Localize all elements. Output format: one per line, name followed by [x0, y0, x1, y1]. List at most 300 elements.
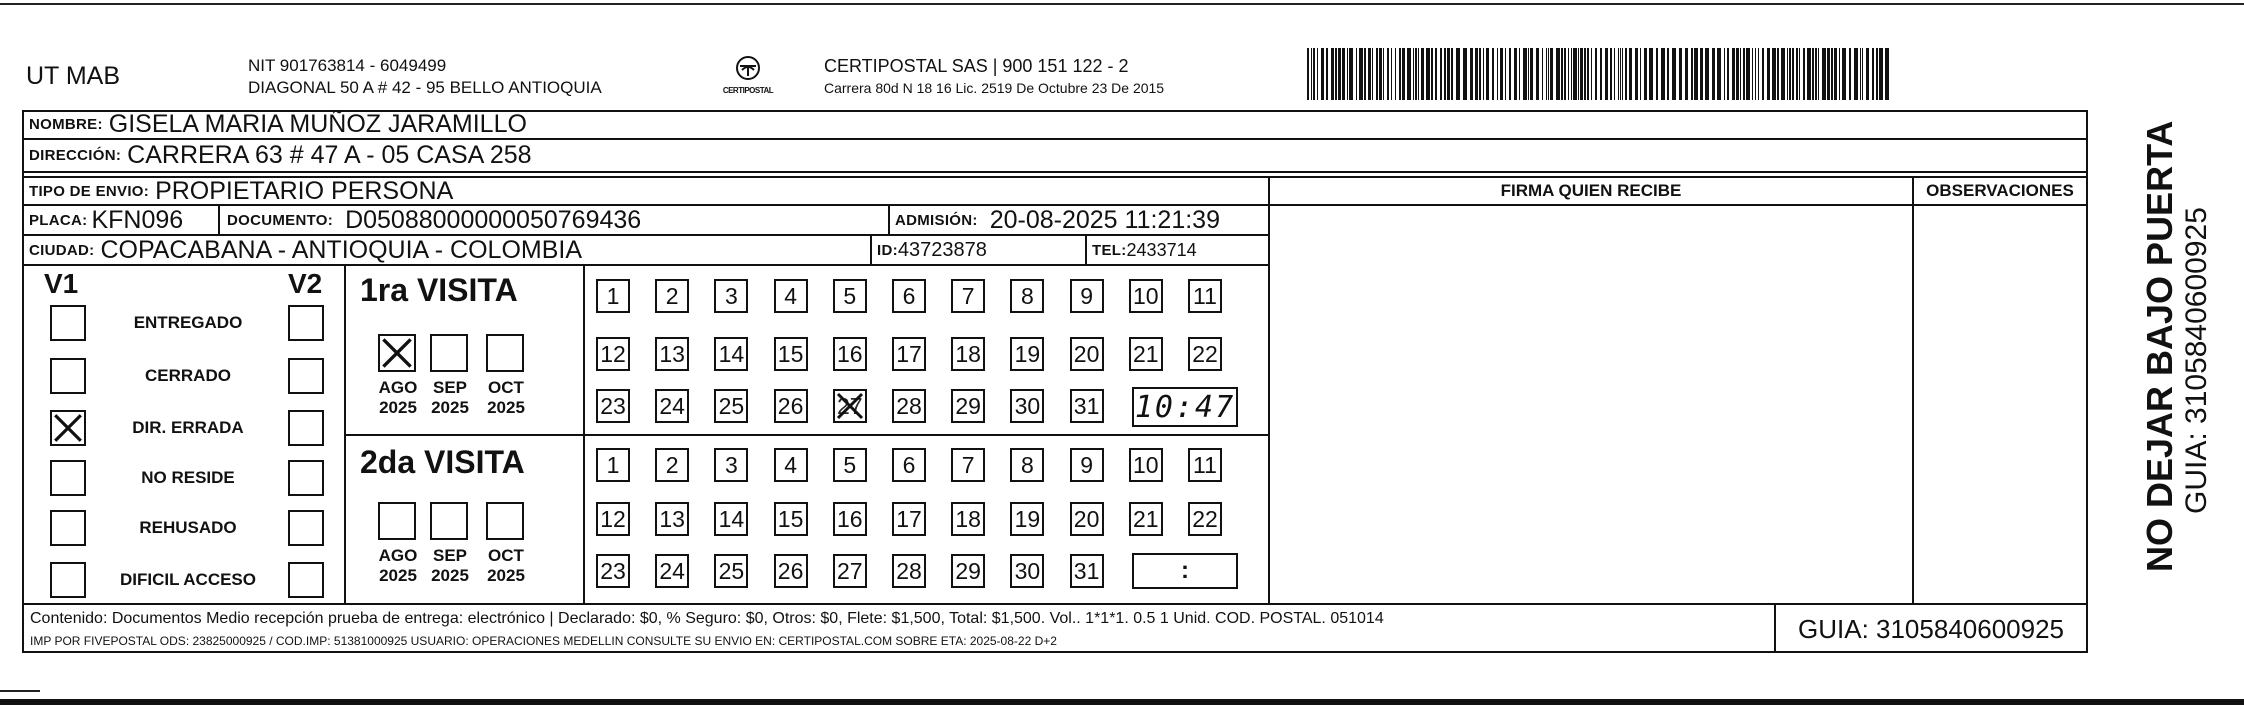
day-box[interactable] — [1070, 502, 1104, 536]
day-box[interactable] — [833, 279, 867, 313]
barcode-bar — [1399, 48, 1401, 100]
company-address: DIAGONAL 50 A # 42 - 95 BELLO ANTIOQUIA — [248, 78, 602, 97]
day-number: 4 — [784, 451, 797, 478]
day-box[interactable] — [892, 337, 926, 371]
shipping-type-label: TIPO DE ENVIO: — [29, 182, 150, 200]
barcode-bar — [1514, 48, 1517, 100]
day-number: 20 — [1073, 340, 1100, 367]
day-number: 29 — [955, 392, 981, 419]
day-number: 21 — [1133, 340, 1159, 367]
day-box[interactable] — [951, 502, 985, 536]
v1-checkbox[interactable] — [50, 460, 86, 496]
barcode-bar — [1777, 48, 1779, 100]
document-label: DOCUMENTO: — [227, 211, 334, 229]
footer-content-line: Contenido: Documentos Medio recepción prueba de entrega: electrónico | Declarado: $0, % Seguro: $0, Otros: $0, Flete: $1,500, Total: $1,500. Vol.. 1*1*1. 0.5 1 Unid. COD. POSTAL. 051014 — [30, 610, 1384, 627]
day-box[interactable] — [892, 389, 926, 423]
day-box[interactable] — [655, 337, 689, 371]
barcode-bar — [1724, 48, 1725, 100]
row-divider — [22, 171, 2088, 173]
day-box[interactable] — [1070, 279, 1104, 313]
day-box[interactable] — [714, 337, 748, 371]
month-checkbox[interactable] — [486, 502, 524, 540]
day-box[interactable] — [774, 502, 808, 536]
barcode-bar — [1519, 48, 1520, 100]
barcode-bar — [1712, 48, 1715, 100]
day-number: 6 — [902, 282, 916, 309]
day-number: 25 — [718, 392, 745, 419]
day-box[interactable] — [1188, 337, 1222, 371]
day-number: 29 — [955, 557, 981, 584]
day-number: 28 — [896, 392, 922, 419]
barcode-bar — [1649, 48, 1653, 100]
id-label: ID: — [877, 241, 898, 259]
carrier-logo — [712, 54, 784, 100]
day-box[interactable] — [714, 502, 748, 536]
observations-divider — [1912, 176, 1914, 604]
side-warning: NO DEJAR BAJO PUERTA — [2139, 120, 2180, 572]
day-box[interactable] — [774, 337, 808, 371]
day-box[interactable] — [714, 389, 748, 423]
barcode-bar — [1876, 48, 1878, 100]
barcode-bar — [1342, 48, 1345, 100]
barcode-bar — [1556, 48, 1560, 100]
barcode-bar — [1827, 48, 1830, 100]
day-box[interactable] — [655, 448, 689, 482]
day-box[interactable] — [1010, 337, 1044, 371]
day-box[interactable] — [1129, 502, 1163, 536]
day-number: 5 — [843, 451, 857, 478]
day-box[interactable] — [951, 337, 985, 371]
day-box[interactable] — [596, 337, 630, 371]
barcode-bar — [1435, 48, 1437, 100]
barcode-bar — [1691, 48, 1693, 100]
v2-checkbox[interactable] — [288, 410, 324, 446]
barcode-bar — [1483, 48, 1484, 100]
day-number: 31 — [1073, 557, 1100, 584]
day-number: 30 — [1014, 392, 1041, 419]
barcode-bar — [1387, 48, 1389, 100]
day-number: 20 — [1073, 505, 1100, 532]
barcode-bar — [1807, 48, 1811, 100]
day-box[interactable] — [774, 279, 808, 313]
barcode-bar — [1587, 48, 1589, 100]
barcode-bar — [1311, 48, 1312, 100]
visit1-time-box[interactable] — [1132, 387, 1238, 427]
day-box[interactable] — [1129, 448, 1163, 482]
barcode-bar — [1842, 48, 1846, 100]
barcode-bar — [1463, 48, 1467, 100]
side-guia: GUIA: 3105840600925 — [2180, 207, 2213, 514]
day-number: 16 — [837, 340, 863, 367]
day-number: 19 — [1014, 505, 1041, 532]
day-number: 27 — [837, 557, 863, 584]
barcode-bar — [1815, 48, 1817, 100]
v2-checkbox[interactable] — [288, 510, 324, 546]
month-year: 2025 — [487, 566, 525, 585]
barcode-bar — [1758, 48, 1759, 100]
signature-header-line — [1270, 204, 2086, 206]
day-number: 3 — [724, 282, 738, 309]
carrier-name: CERTIPOSTAL SAS | 900 151 122 - 2 — [824, 56, 1129, 76]
barcode-bar — [1812, 48, 1814, 100]
bottom-scan-line — [0, 699, 2244, 705]
day-box[interactable] — [714, 279, 748, 313]
address-label: DIRECCIÓN: — [29, 147, 122, 164]
barcode-bar — [1818, 48, 1819, 100]
footer-imp-line: IMP POR FIVEPOSTAL ODS: 23825000925 / COD.IMP: 51381000925 USUARIO: OPERACIONES MEDELLIN CONSULTE SU ENVIO EN: CERTIPOSTAL.COM SOBRE ETA: 2025-08-22 D+2 — [30, 634, 1057, 648]
v2-checkbox[interactable] — [288, 305, 324, 341]
day-number: 26 — [777, 557, 804, 584]
barcode-bar — [1542, 48, 1543, 100]
barcode-bar — [1447, 48, 1450, 100]
id-row — [872, 236, 987, 264]
v1-checkbox[interactable] — [50, 410, 86, 446]
barcode-bar — [1530, 48, 1533, 100]
id-value: 43723878 — [897, 238, 987, 261]
recipient-address-row — [24, 140, 532, 171]
day-box[interactable] — [596, 554, 630, 588]
recipient-name-row — [24, 111, 527, 138]
day-number: 17 — [896, 505, 922, 532]
barcode-bar — [1661, 48, 1665, 100]
day-box[interactable] — [655, 502, 689, 536]
barcode-bar — [1415, 48, 1417, 100]
barcode-bar — [1431, 48, 1433, 100]
visit2-time-box[interactable] — [1132, 553, 1238, 589]
day-box[interactable] — [774, 554, 808, 588]
v2-checkbox[interactable] — [288, 562, 324, 598]
barcode-bar — [1578, 48, 1579, 100]
day-box[interactable] — [655, 554, 689, 588]
cross-mark-icon — [52, 412, 84, 444]
barcode-bar — [1475, 48, 1478, 100]
month-label: SEP — [432, 546, 468, 565]
day-number: 1 — [606, 451, 620, 478]
barcode-bar — [1426, 48, 1430, 100]
v1-checkbox[interactable] — [50, 358, 86, 394]
tel-row — [1087, 236, 1197, 264]
day-box[interactable] — [1129, 337, 1163, 371]
day-box[interactable] — [833, 448, 867, 482]
day-box[interactable] — [1070, 389, 1104, 423]
barcode-bar — [1700, 48, 1703, 100]
barcode-bar — [1561, 48, 1563, 100]
barcode-bar — [1849, 48, 1851, 100]
barcode-bar — [1326, 48, 1328, 100]
day-number: 14 — [718, 505, 745, 532]
barcode-bar — [1787, 48, 1788, 100]
barcode-bar — [1383, 48, 1384, 100]
day-box[interactable] — [655, 279, 689, 313]
barcode-bar — [1831, 48, 1833, 100]
day-box[interactable] — [833, 389, 867, 423]
recipient-name: GISELA MARIA MUÑOZ JARAMILLO — [108, 110, 527, 138]
barcode-bar — [1359, 48, 1363, 100]
day-box[interactable] — [1010, 389, 1044, 423]
day-box[interactable] — [714, 448, 748, 482]
day-number: 8 — [1020, 451, 1034, 478]
day-box[interactable] — [655, 389, 689, 423]
barcode-bar — [1644, 48, 1647, 100]
day-number: 18 — [955, 505, 981, 532]
day-number: 12 — [600, 505, 626, 532]
tel-label: TEL: — [1092, 241, 1127, 259]
day-box[interactable] — [1010, 448, 1044, 482]
day-box[interactable] — [1010, 502, 1044, 536]
day-box[interactable] — [951, 389, 985, 423]
observations-field[interactable] — [1916, 207, 2086, 603]
barcode-bar — [1854, 48, 1858, 100]
barcode-bar — [1500, 48, 1503, 100]
company-nit: NIT 901763814 - 6049499 — [248, 56, 447, 75]
day-box[interactable] — [714, 554, 748, 588]
day-box[interactable] — [596, 448, 630, 482]
day-number: 17 — [896, 340, 922, 367]
day-number: 9 — [1080, 282, 1093, 309]
day-number: 26 — [777, 392, 804, 419]
document-value: D05088000000050769436 — [345, 205, 642, 234]
visit1-title: 1ra VISITA — [360, 272, 518, 308]
day-number: 22 — [1192, 505, 1218, 532]
v1-checkbox[interactable] — [50, 510, 86, 546]
barcode-bar — [1440, 48, 1442, 100]
day-box[interactable] — [596, 502, 630, 536]
month-checkbox[interactable] — [486, 334, 524, 372]
status-label: NO RESIDE — [141, 468, 235, 487]
day-box[interactable] — [892, 502, 926, 536]
barcode-bar — [1767, 48, 1770, 100]
day-box[interactable] — [951, 448, 985, 482]
barcode-bar — [1528, 48, 1529, 100]
barcode-icon — [1305, 48, 1895, 100]
carrier-logo-text: CERTIPOSTAL — [722, 86, 774, 95]
barcode-bar — [1672, 48, 1676, 100]
visit2-calendar-divider — [583, 436, 585, 604]
city-value: COPACABANA - ANTIOQUIA - COLOMBIA — [100, 235, 583, 264]
day-number: 10 — [1133, 282, 1159, 309]
month-checkbox[interactable] — [378, 334, 416, 372]
day-box[interactable] — [951, 279, 985, 313]
barcode-bar — [1694, 48, 1698, 100]
day-box[interactable] — [774, 448, 808, 482]
status-label: CERRADO — [145, 366, 231, 385]
recipient-address: CARRERA 63 # 47 A - 05 CASA 258 — [127, 141, 532, 169]
day-number: 4 — [784, 282, 797, 309]
barcode-bar — [1679, 48, 1682, 100]
v2-label: V2 — [288, 268, 323, 299]
day-number: 9 — [1080, 451, 1093, 478]
day-number: 27 — [837, 392, 863, 419]
day-box[interactable] — [1070, 554, 1104, 588]
day-number: 2 — [665, 451, 679, 478]
barcode-bar — [1321, 48, 1324, 100]
day-number: 7 — [961, 282, 975, 309]
day-number: 13 — [659, 505, 685, 532]
barcode-bar — [1492, 48, 1494, 100]
barcode-bar — [1580, 48, 1583, 100]
day-box[interactable] — [1010, 279, 1044, 313]
day-box[interactable] — [833, 554, 867, 588]
day-box[interactable] — [1188, 279, 1222, 313]
barcode-bar — [1584, 48, 1586, 100]
day-number: 25 — [718, 557, 745, 584]
barcode-bar — [1395, 48, 1396, 100]
day-box[interactable] — [951, 554, 985, 588]
company-name: UT MAB — [26, 62, 120, 90]
barcode-bar — [1885, 48, 1889, 100]
month-checkbox[interactable] — [378, 502, 416, 540]
day-number: 3 — [724, 451, 738, 478]
visit2-time: : — [1181, 557, 1189, 584]
barcode-bar — [1509, 48, 1511, 100]
barcode-bar — [1792, 48, 1794, 100]
barcode-bar — [1307, 48, 1309, 100]
v2-checkbox[interactable] — [288, 358, 324, 394]
barcode-bar — [1872, 48, 1874, 100]
barcode-bar — [1421, 48, 1424, 100]
v1-checkbox[interactable] — [50, 305, 86, 341]
barcode-bar — [1331, 48, 1334, 100]
v1-checkbox[interactable] — [50, 562, 86, 598]
day-number: 1 — [606, 282, 620, 309]
barcode-bar — [1740, 48, 1741, 100]
month-label: SEP — [432, 378, 468, 397]
barcode-bar — [1368, 48, 1371, 100]
barcode-bar — [1799, 48, 1800, 100]
day-box[interactable] — [1188, 502, 1222, 536]
barcode-bar — [1486, 48, 1489, 100]
day-box[interactable] — [1129, 279, 1163, 313]
city-label: CIUDAD: — [29, 241, 95, 259]
day-box[interactable] — [833, 337, 867, 371]
day-number: 24 — [659, 392, 685, 419]
visit1-time: 10:47 — [1134, 389, 1236, 425]
month-checkbox[interactable] — [430, 334, 468, 372]
admission-row — [890, 206, 1220, 234]
barcode-bar — [1564, 48, 1566, 100]
barcode-bar — [1614, 48, 1615, 100]
day-number: 13 — [659, 340, 685, 367]
day-number: 24 — [659, 557, 685, 584]
barcode — [1305, 48, 1895, 100]
barcode-bar — [1391, 48, 1392, 100]
signature-label: FIRMA QUIEN RECIBE — [1500, 181, 1682, 200]
day-number: 10 — [1133, 451, 1159, 478]
shipping-type-row — [24, 178, 453, 204]
barcode-bar — [1444, 48, 1446, 100]
day-box[interactable] — [892, 279, 926, 313]
day-box[interactable] — [596, 389, 630, 423]
barcode-bar — [1803, 48, 1805, 100]
day-box[interactable] — [1070, 337, 1104, 371]
day-box[interactable] — [892, 448, 926, 482]
barcode-bar — [1571, 48, 1572, 100]
barcode-bar — [1550, 48, 1553, 100]
shipping-type: PROPIETARIO PERSONA — [155, 176, 454, 205]
month-label: OCT — [488, 546, 524, 565]
barcode-bar — [1546, 48, 1547, 100]
month-checkbox[interactable] — [430, 502, 468, 540]
day-number: 6 — [902, 451, 916, 478]
barcode-bar — [1755, 48, 1756, 100]
barcode-bar — [1372, 48, 1373, 100]
barcode-bar — [1505, 48, 1506, 100]
row-divider — [22, 264, 1270, 266]
month-label: AGO — [378, 378, 418, 397]
barcode-bar — [1640, 48, 1641, 100]
barcode-bar — [1862, 48, 1863, 100]
day-box[interactable] — [892, 554, 926, 588]
day-number: 23 — [600, 392, 626, 419]
barcode-bar — [1622, 48, 1623, 100]
city-row — [24, 236, 582, 264]
barcode-bar — [1335, 48, 1337, 100]
barcode-bar — [1407, 48, 1411, 100]
day-number: 23 — [600, 557, 626, 584]
visit-divider — [344, 434, 1270, 436]
plate-label: PLACA: — [29, 211, 88, 229]
plate-row — [24, 206, 183, 234]
barcode-bar — [1451, 48, 1453, 100]
top-scan-line — [0, 3, 2244, 5]
day-box[interactable] — [774, 389, 808, 423]
barcode-bar — [1456, 48, 1460, 100]
signature-divider — [1268, 176, 1270, 604]
day-number: 12 — [600, 340, 626, 367]
barcode-bar — [1376, 48, 1378, 100]
barcode-bar — [1743, 48, 1745, 100]
visit1-calendar-divider — [583, 264, 585, 434]
barcode-bar — [1635, 48, 1638, 100]
barcode-bar — [1595, 48, 1597, 100]
barcode-bar — [1349, 48, 1353, 100]
day-box[interactable] — [1010, 554, 1044, 588]
barcode-bar — [1772, 48, 1776, 100]
barcode-bar — [1536, 48, 1539, 100]
day-box[interactable] — [596, 279, 630, 313]
day-number: 11 — [1193, 451, 1217, 478]
barcode-bar — [1705, 48, 1709, 100]
day-number: 15 — [777, 340, 804, 367]
observations-label: OBSERVACIONES — [1926, 181, 2074, 200]
barcode-bar — [1717, 48, 1721, 100]
barcode-bar — [1732, 48, 1735, 100]
visit2-title: 2da VISITA — [360, 444, 525, 480]
barcode-bar — [1347, 48, 1348, 100]
barcode-bar — [1762, 48, 1764, 100]
day-number: 31 — [1073, 392, 1100, 419]
signature-field[interactable] — [1272, 207, 1910, 603]
barcode-bar — [1568, 48, 1569, 100]
barcode-bar — [1313, 48, 1315, 100]
day-box[interactable] — [1070, 448, 1104, 482]
day-number: 15 — [777, 505, 804, 532]
day-number: 5 — [843, 282, 857, 309]
day-number: 19 — [1014, 340, 1041, 367]
month-year: 2025 — [431, 566, 469, 585]
barcode-bar — [1625, 48, 1627, 100]
day-box[interactable] — [1188, 448, 1222, 482]
v1-label: V1 — [44, 268, 79, 299]
day-box[interactable] — [833, 502, 867, 536]
barcode-bar — [1379, 48, 1382, 100]
v2-checkbox[interactable] — [288, 460, 324, 496]
month-year: 2025 — [379, 566, 417, 585]
barcode-bar — [1356, 48, 1357, 100]
cross-mark-icon — [380, 336, 414, 370]
day-number: 11 — [1193, 282, 1217, 309]
barcode-bar — [1781, 48, 1785, 100]
